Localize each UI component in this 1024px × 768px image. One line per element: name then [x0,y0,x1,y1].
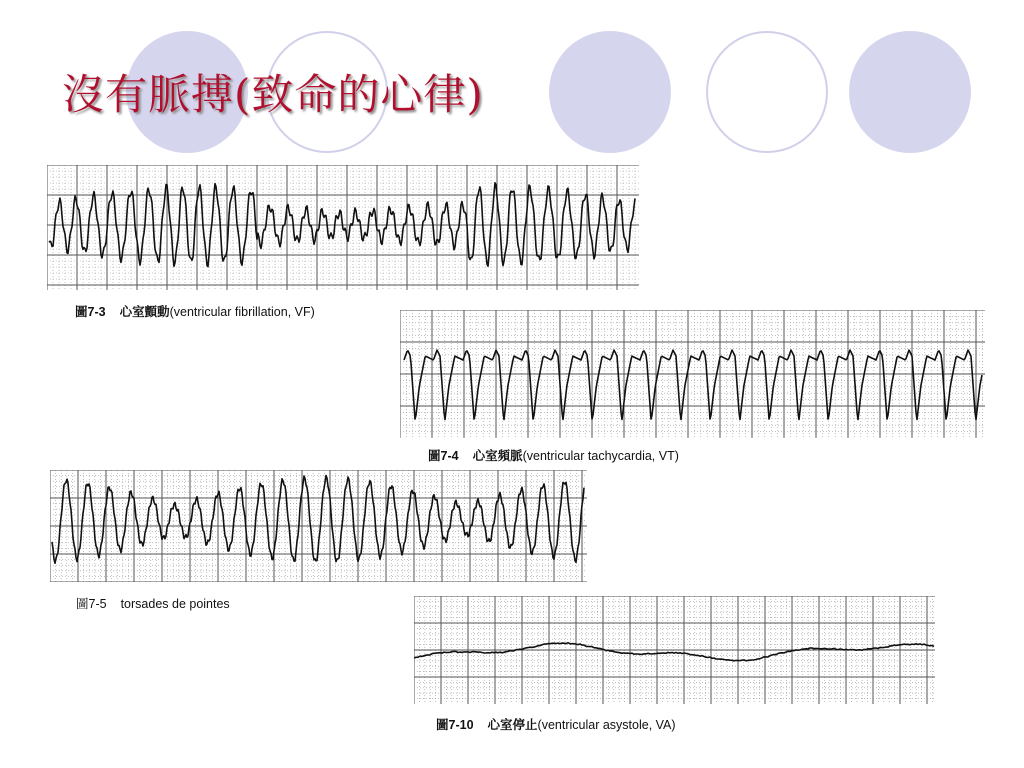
ecg-strip-vf [47,165,639,290]
figure-number: 圖7-4 [428,449,459,463]
ecg-trace-vf [47,165,639,290]
ecg-waveform [52,476,584,564]
rhythm-name-zh: 心室頻脈 [472,449,523,463]
decor-circle-5 [849,31,971,153]
rhythm-name-en: (ventricular fibrillation, VF) [169,305,315,319]
figure-number: 圖7-3 [75,305,106,319]
rhythm-name-zh: 心室顫動 [119,305,170,319]
caption-asystole [436,715,676,733]
ecg-strip-asystole [414,596,935,704]
decor-circle-3 [549,31,671,153]
caption-tdp [76,594,230,612]
slide-title: 沒有脈搏(致命的心律) [62,70,484,119]
ecg-waveform [414,643,934,661]
rhythm-name-en: torsades de pointes [120,597,230,611]
decor-circle-4 [706,31,828,153]
ecg-waveform [404,350,982,419]
figure-number: 圖7-10 [436,718,474,732]
caption-vf [75,302,315,320]
rhythm-name-en: (ventricular asystole, VA) [537,718,676,732]
ecg-trace-tdp [50,470,587,582]
ecg-grid [50,470,587,582]
figure-number: 圖7-5 [76,597,107,611]
caption-vt [428,446,679,464]
rhythm-name-zh: 心室停止 [487,718,538,732]
ecg-trace-vt [400,310,985,438]
ecg-grid [400,310,985,438]
ecg-strip-tdp [50,470,587,582]
ecg-strip-vt [400,310,985,438]
ecg-trace-asystole [414,596,935,704]
rhythm-name-en: (ventricular tachycardia, VT) [522,449,679,463]
